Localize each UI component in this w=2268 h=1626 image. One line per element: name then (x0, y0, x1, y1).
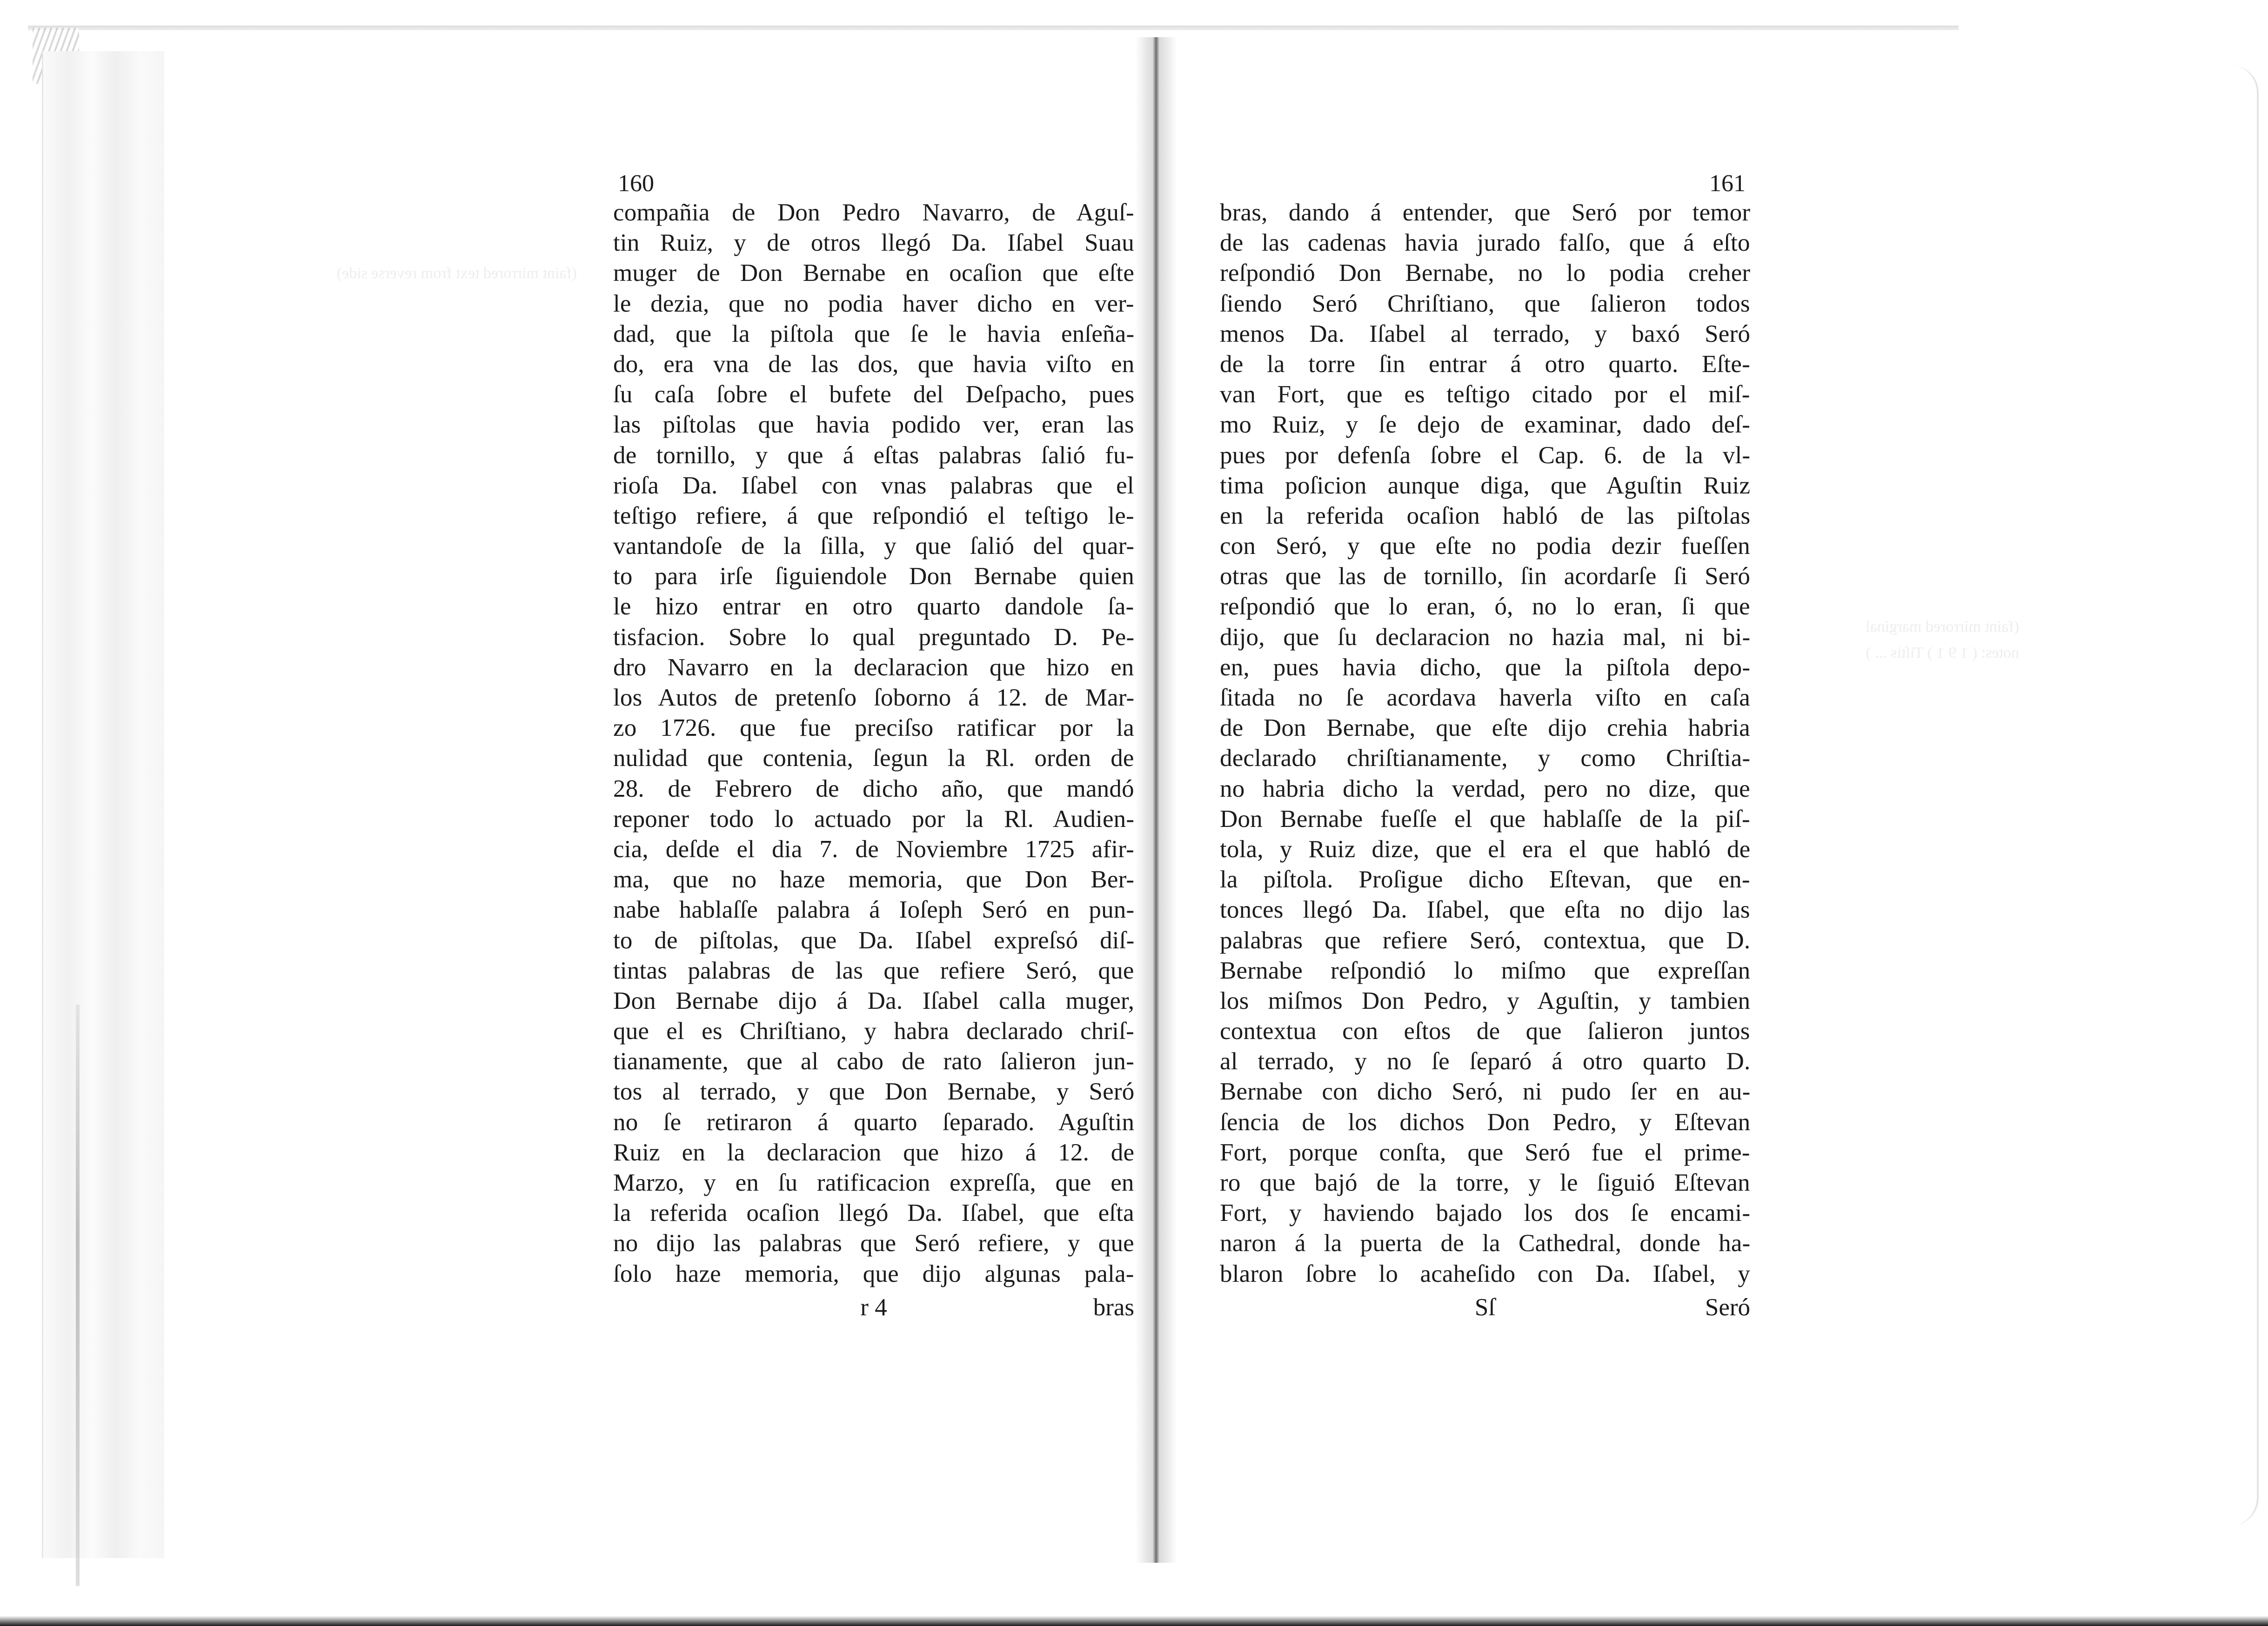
text-line-content: contextua con eſtos de que ſalieron juntos (1220, 1018, 1750, 1045)
text-line-content: en, pues havia dicho, que la piſtola depo- (1220, 653, 1751, 681)
text-line-content: cia, deſde el dia 7. de Noviembre 1725 afir- (613, 835, 1134, 863)
text-line (1220, 622, 1750, 653)
text-line (613, 622, 1134, 653)
text-line (613, 834, 1134, 865)
text-line-content: palabras que refiere Seró, contextua, que D. (1220, 926, 1751, 954)
right-page-edge (2206, 65, 2259, 1526)
text-line-content: reſpondió que lo eran, ó, no lo eran, ſi que (1220, 593, 1750, 620)
text-line (1220, 349, 1750, 380)
text-line-content: compañia de Don Pedro Navarro, de Aguſ- (613, 199, 1134, 226)
text-line (1220, 1228, 1750, 1259)
text-line-content: mo Ruiz, y ſe dejo de examinar, dado deſ- (1220, 411, 1751, 439)
text-line-content: Marzo, y en ſu ratificacion expreſſa, que en (613, 1169, 1134, 1196)
text-line (613, 592, 1134, 622)
text-line-content: dijo, que ſu declaracion no hazia mal, ni bi- (1220, 623, 1751, 651)
text-line-content: de la torre ſin entrar á otro quarto. Eſte- (1220, 350, 1750, 378)
text-line-content: reſpondió Don Bernabe, no lo podia creher (1220, 260, 1751, 287)
text-line-content: tin Ruiz, y de otros llegó Da. Iſabel Suau (613, 229, 1134, 257)
text-line (1220, 834, 1750, 865)
text-line (613, 895, 1134, 925)
text-line-content: tisfacion. Sobre lo qual preguntado D. Pe- (613, 623, 1135, 651)
text-line-content: Ruiz en la declaracion que hizo á 12. de (613, 1139, 1135, 1166)
text-line-content: ſiendo Seró Chriſtiano, que ſalieron todos (1220, 290, 1750, 317)
text-line (1220, 1046, 1750, 1077)
text-line (613, 653, 1134, 683)
text-line (613, 319, 1134, 349)
text-line (1220, 1138, 1750, 1168)
text-line-content: van Fort, que es teſtigo citado por el miſ- (1220, 381, 1750, 408)
text-line (613, 1228, 1134, 1259)
text-line (1220, 865, 1750, 895)
text-line (1220, 1107, 1750, 1138)
left-page (613, 170, 1134, 1324)
text-line (613, 410, 1134, 440)
text-line-content: nabe hablaſſe palabra á Ioſeph Seró en pun- (613, 896, 1135, 924)
text-line-content: tintas palabras de las que refiere Seró, que (613, 957, 1134, 984)
text-line-content: la referida ocaſion llegó Da. Iſabel, que eſta (613, 1200, 1134, 1227)
text-line (1220, 1077, 1750, 1107)
book-top-edge (28, 26, 1959, 30)
text-line (613, 743, 1134, 773)
text-line-content: de tornillo, y que á eſtas palabras ſalió fu- (613, 441, 1134, 469)
text-line (613, 228, 1134, 258)
text-line-content: ma, que no haze memoria, que Don Ber- (613, 866, 1135, 893)
text-line-content: Bernabe reſpondió lo miſmo que expreſſan (1220, 957, 1751, 984)
text-line (613, 501, 1134, 531)
text-line-content: tianamente, que al cabo de rato ſalieron jun- (613, 1048, 1134, 1075)
text-line (613, 1077, 1134, 1107)
text-line (1220, 471, 1750, 501)
text-line (1220, 592, 1750, 622)
text-line-content: le dezia, que no podia haver dicho en ver- (613, 290, 1134, 317)
text-line-content: Don Bernabe fueſſe el que hablaſſe de la piſ- (1220, 805, 1750, 833)
text-line-content: declarado chriſtianamente, y como Chriſtia- (1220, 745, 1751, 772)
text-line (613, 349, 1134, 380)
page-number: 161 (1709, 170, 1746, 197)
text-line (613, 531, 1134, 561)
text-line-content: tonces llegó Da. Iſabel, que eſta no dijo las (1220, 896, 1750, 924)
text-line (1220, 926, 1750, 956)
text-block (613, 198, 1134, 1289)
text-line (1220, 1016, 1750, 1046)
text-line-content: Fort, porque conſta, que Seró fue el prime- (1220, 1139, 1750, 1166)
text-line (1220, 319, 1750, 349)
text-line-content: menos Da. Iſabel al terrado, y baxó Seró (1220, 320, 1751, 347)
text-line-content: zo 1726. que fue preciſso ratificar por la (613, 714, 1134, 742)
text-line-content: do, era vna de las dos, que havia viſto en (613, 350, 1135, 378)
text-line-content: de las cadenas havia jurado falſo, que á eſto (1220, 229, 1750, 257)
text-line-content: ro que bajó de la torre, y le ſiguió Eſtevan (1220, 1169, 1750, 1196)
catchword: Seró (1705, 1293, 1750, 1321)
text-line-content: blaron ſobre lo acaheſido con Da. Iſabel, y (1220, 1260, 1750, 1287)
stacked-page-edges (42, 51, 164, 1558)
text-line-content: en la referida ocaſion habló de las piſtolas (1220, 502, 1751, 529)
text-line-content: Bernabe con dicho Seró, ni pudo ſer en au- (1220, 1078, 1751, 1106)
text-line-content: vantandoſe de la ſilla, y que ſalió del quar- (613, 533, 1135, 560)
text-line (1220, 895, 1750, 925)
text-line (613, 471, 1134, 501)
text-line (613, 804, 1134, 834)
binding-gutter-shadow (1135, 37, 1177, 1563)
catchword: bras (1093, 1293, 1134, 1321)
text-line (1220, 683, 1750, 713)
text-line (613, 258, 1134, 288)
text-line-content: no dijo las palabras que Seró refiere, y que (613, 1230, 1134, 1257)
text-line-content: reponer todo lo actuado por la Rl. Audien- (613, 805, 1135, 833)
text-line (1220, 1168, 1750, 1198)
text-line-content: bras, dando á entender, que Seró por temor (1220, 199, 1751, 226)
text-line (1220, 653, 1750, 683)
text-line-content: la piſtola. Proſigue dicho Eſtevan, que en- (1220, 866, 1750, 893)
page-footer (1220, 1291, 1750, 1324)
text-line (613, 198, 1134, 228)
text-line-content: las piſtolas que havia podido ver, eran las (613, 411, 1134, 439)
text-line-content: al terrado, y no ſe ſeparó á otro quarto D. (1220, 1048, 1751, 1075)
text-line-content: Fort, y haviendo bajado los dos ſe encami- (1220, 1200, 1751, 1227)
text-line (613, 986, 1134, 1016)
signature-mark: Sſ (1474, 1293, 1496, 1321)
text-line (1220, 228, 1750, 258)
text-line-content: rioſa Da. Iſabel con vnas palabras que el (613, 472, 1134, 499)
text-block (1220, 198, 1750, 1289)
text-line-content: to para irſe ſiguiendole Don Bernabe quien (613, 563, 1134, 590)
text-line (1220, 743, 1750, 773)
text-line (613, 1016, 1134, 1046)
text-line-content: de Don Bernabe, que eſte dijo crehia habria (1220, 714, 1750, 742)
text-line-content: dro Navarro en la declaracion que hizo en (613, 653, 1134, 681)
scanner-bottom-edge (0, 1616, 2268, 1626)
text-line (1220, 440, 1750, 471)
text-line (613, 1046, 1134, 1077)
show-through-text-right: (faint mirrored marginal notes: ( 1 9 1 ) Tiſtis ... ) (1866, 618, 2019, 661)
text-line-content: no ſe retiraron á quarto ſeparado. Aguſtin (613, 1108, 1135, 1136)
text-line-content: teſtigo refiere, á que reſpondió el teſtigo le- (613, 502, 1134, 529)
page-footer (613, 1291, 1134, 1324)
text-line (613, 1259, 1134, 1289)
text-line-content: naron á la puerta de la Cathedral, donde ha- (1220, 1230, 1751, 1257)
text-line-content: muger de Don Bernabe en ocaſion que eſte (613, 260, 1135, 287)
text-line-content: no habria dicho la verdad, pero no dize, que (1220, 775, 1750, 802)
page-number: 160 (618, 170, 654, 197)
text-line (1220, 531, 1750, 561)
text-line-content: los miſmos Don Pedro, y Aguſtin, y tambien (1220, 987, 1751, 1014)
text-line (1220, 198, 1750, 228)
text-line (613, 1138, 1134, 1168)
text-line-content: 28. de Febrero de dicho año, que mandó (613, 775, 1134, 802)
text-line (1220, 289, 1750, 319)
text-line (1220, 804, 1750, 834)
text-line-content: los Autos de pretenſo ſoborno á 12. de Mar- (613, 684, 1135, 711)
show-through-text-left: (faint mirrored text from reverse side) (336, 265, 577, 282)
right-page (1220, 170, 1750, 1324)
text-line (613, 440, 1134, 471)
text-line (613, 926, 1134, 956)
text-line (1220, 501, 1750, 531)
text-line (1220, 986, 1750, 1016)
text-line (1220, 774, 1750, 804)
text-line-content: nulidad que contenia, ſegun la Rl. orden de (613, 745, 1134, 772)
text-line-content: tima poſicion aunque diga, que Aguſtin Ruiz (1220, 472, 1751, 499)
text-line (613, 1107, 1134, 1138)
text-line-content: le hizo entrar en otro quarto dandole ſa- (613, 593, 1134, 620)
text-line (1220, 713, 1750, 743)
text-line (613, 713, 1134, 743)
text-line-content: pues por defenſa ſobre el Cap. 6. de la vl- (1220, 441, 1751, 469)
text-line (613, 289, 1134, 319)
text-line (613, 561, 1134, 592)
text-line-content: to de piſtolas, que Da. Iſabel expreſsó diſ- (613, 926, 1135, 954)
text-line (1220, 258, 1750, 288)
text-line (1220, 410, 1750, 440)
text-line-content: ſolo haze memoria, que dijo algunas pala- (613, 1260, 1134, 1287)
text-line-content: tola, y Ruiz dize, que el era el que habló de (1220, 835, 1751, 863)
text-line (613, 683, 1134, 713)
signature-mark: r 4 (860, 1293, 887, 1321)
text-line-content: que el es Chriſtiano, y habra declarado chriſ- (613, 1018, 1134, 1045)
text-line-content: Don Bernabe dijo á Da. Iſabel calla muger, (613, 987, 1135, 1014)
text-line (613, 1198, 1134, 1228)
text-line-content: ſencia de los dichos Don Pedro, y Eſtevan (1220, 1108, 1751, 1136)
text-line-content: con Seró, y que eſte no podia dezir fueſſen (1220, 533, 1750, 560)
text-line (1220, 561, 1750, 592)
text-line (613, 774, 1134, 804)
text-line-content: tos al terrado, y que Don Bernabe, y Seró (613, 1078, 1135, 1106)
text-line (613, 865, 1134, 895)
text-line-content: dad, que la piſtola que ſe le havia enſeña- (613, 320, 1135, 347)
text-line-content: ſu caſa ſobre el bufete del Deſpacho, pues (613, 381, 1135, 408)
text-line (613, 956, 1134, 986)
text-line (1220, 1198, 1750, 1228)
text-line (1220, 956, 1750, 986)
text-line (1220, 380, 1750, 410)
text-line (613, 1168, 1134, 1198)
text-line-content: otras que las de tornillo, ſin acordarſe ſi Seró (1220, 563, 1751, 590)
text-line-content: ſitada no ſe acordava haverla viſto en caſa (1220, 684, 1751, 711)
text-line (1220, 1259, 1750, 1289)
text-line (613, 380, 1134, 410)
